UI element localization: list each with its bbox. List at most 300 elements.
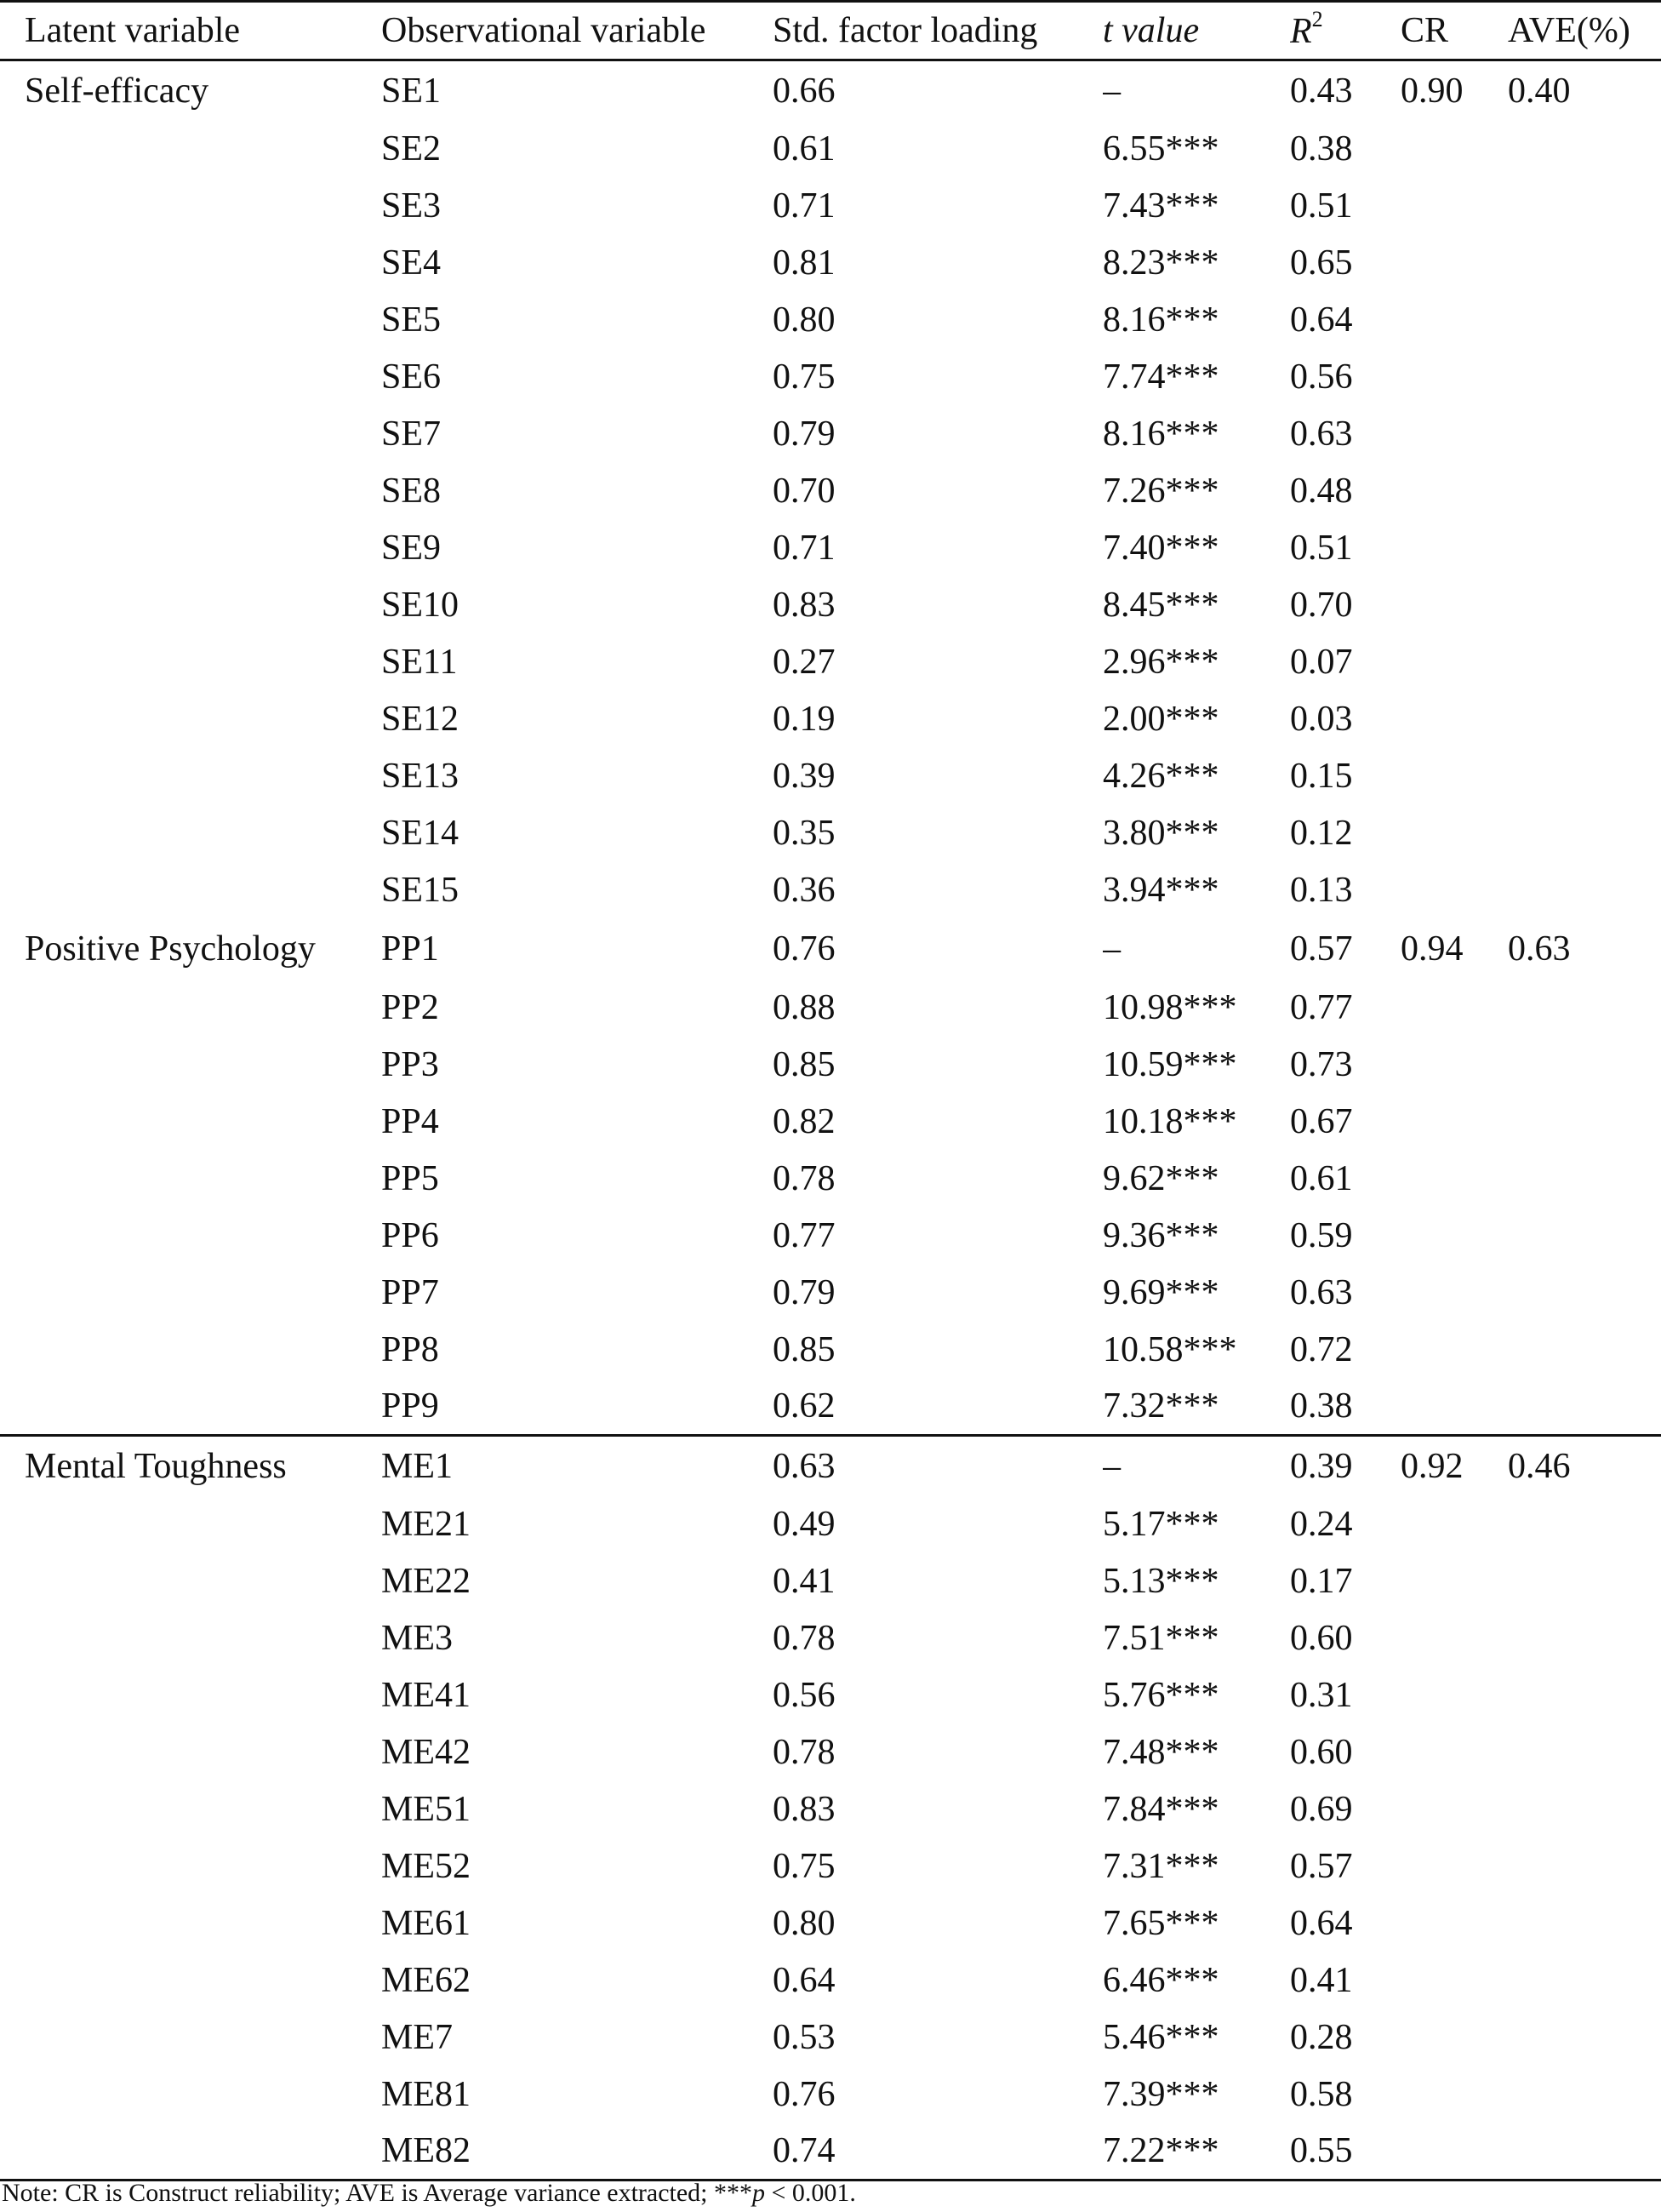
observational-variable-cell: PP2 — [381, 988, 439, 1027]
r-squared-cell: 0.55 — [1290, 2123, 1401, 2181]
factor-loading-cell: 0.62 — [773, 1386, 836, 1426]
ave-cell — [1508, 1496, 1661, 1553]
table-row — [0, 805, 1661, 862]
t-value-cell: 7.22*** — [1103, 2123, 1290, 2181]
cr-cell — [1401, 1667, 1508, 1724]
table-row — [0, 748, 1661, 805]
table-row — [0, 919, 1661, 980]
observational-variable-cell: PP5 — [381, 1159, 439, 1198]
latent-variable-cell — [0, 1667, 381, 1724]
table-row — [0, 691, 1661, 748]
r-squared-cell: 0.03 — [1290, 700, 1353, 739]
r-squared-cell: 0.72 — [1290, 1330, 1353, 1369]
t-value-cell: 10.98*** — [1103, 988, 1237, 1027]
cr-cell — [1401, 1952, 1508, 2009]
r-squared-cell: 0.60 — [1290, 1733, 1353, 1772]
latent-variable-cell — [0, 2123, 381, 2181]
factor-loading-cell: 0.70 — [773, 472, 836, 511]
latent-variable-cell — [0, 349, 381, 406]
t-value-cell: 7.31*** — [1103, 1847, 1219, 1886]
ave-cell — [1508, 748, 1661, 805]
table-row — [0, 1667, 1661, 1724]
cr-cell: 0.92 — [1401, 1436, 1508, 1496]
t-value-cell: 9.36*** — [1103, 1216, 1219, 1255]
latent-variable-cell — [0, 577, 381, 634]
header-t-value: t value — [1103, 2, 1290, 60]
t-value-cell: 10.18*** — [1103, 1102, 1237, 1141]
header-r-squared — [1290, 2, 1401, 60]
r-squared-cell: 0.69 — [1290, 1790, 1353, 1829]
latent-variable-cell — [0, 1322, 381, 1379]
ave-cell: 0.40 — [1508, 71, 1571, 111]
table-row — [0, 1094, 1661, 1151]
factor-loading-cell: 0.36 — [773, 871, 836, 910]
t-value-cell: 10.58*** — [1103, 1330, 1237, 1369]
factor-loading-cell: 0.83 — [773, 586, 836, 625]
factor-loading-cell: 0.75 — [773, 1847, 836, 1886]
factor-loading-cell: 0.66 — [773, 71, 836, 111]
t-value-cell: 8.16*** — [1103, 300, 1219, 340]
observational-variable-cell: ME7 — [381, 2018, 453, 2057]
latent-variable-cell — [0, 1151, 381, 1208]
r-squared-cell: 0.15 — [1290, 757, 1353, 796]
ave-cell — [1508, 235, 1661, 292]
cr-cell — [1401, 178, 1508, 235]
ave-cell — [1508, 1379, 1661, 1436]
cr-cell — [1401, 862, 1508, 919]
latent-variable-cell — [0, 805, 381, 862]
r-squared-cell: 0.67 — [1290, 1102, 1353, 1141]
ave-cell — [1508, 577, 1661, 634]
r-squared-cell: 0.58 — [1290, 2075, 1353, 2114]
cr-cell — [1401, 1265, 1508, 1322]
r-squared-cell: 0.13 — [1290, 871, 1353, 910]
t-value-cell: 8.23*** — [1103, 243, 1219, 283]
latent-variable-cell — [0, 1265, 381, 1322]
table-row — [0, 1553, 1661, 1610]
t-value-cell: 7.65*** — [1103, 1904, 1219, 1943]
latent-variable-cell — [0, 980, 381, 1037]
table-row — [0, 1724, 1661, 1781]
ave-cell — [1508, 292, 1661, 349]
t-value-cell: 6.46*** — [1103, 1961, 1219, 2000]
factor-loading-cell: 0.27 — [773, 643, 836, 682]
observational-variable-cell: ME3 — [381, 1619, 453, 1658]
observational-variable-cell: SE4 — [381, 243, 442, 283]
t-value-cell: 2.96*** — [1103, 643, 1219, 682]
table-row — [0, 292, 1661, 349]
table-row — [0, 1952, 1661, 2009]
latent-variable-cell: Positive Psychology — [25, 929, 316, 969]
factor-loading-cell: 0.77 — [773, 1216, 836, 1255]
factor-loading-cell: 0.78 — [773, 1159, 836, 1198]
ave-cell — [1508, 1037, 1661, 1094]
cr-cell — [1401, 1553, 1508, 1610]
r-squared-cell: 0.57 — [1290, 929, 1353, 969]
ave-cell: 0.63 — [1508, 929, 1571, 969]
table-row — [0, 1265, 1661, 1322]
cr-cell — [1401, 577, 1508, 634]
ave-cell — [1508, 121, 1661, 178]
r-squared-cell: 0.59 — [1290, 1216, 1353, 1255]
r-squared-cell: 0.07 — [1290, 643, 1353, 682]
cr-cell — [1401, 463, 1508, 520]
cr-cell — [1401, 520, 1508, 577]
latent-variable-cell — [0, 1094, 381, 1151]
ave-cell — [1508, 1838, 1661, 1895]
cr-cell — [1401, 292, 1508, 349]
observational-variable-cell: ME61 — [381, 1904, 471, 1943]
observational-variable-cell: SE8 — [381, 472, 442, 511]
t-value-cell: 4.26*** — [1103, 757, 1219, 796]
cr-cell — [1401, 2123, 1508, 2181]
ave-cell — [1508, 1265, 1661, 1322]
observational-variable-cell: ME62 — [381, 1961, 471, 2000]
r-squared-cell: 0.12 — [1290, 814, 1353, 853]
latent-variable-cell: Mental Toughness — [0, 1436, 381, 1496]
table-row — [0, 577, 1661, 634]
cr-cell — [1401, 1208, 1508, 1265]
r-squared-cell: 0.64 — [1290, 1904, 1353, 1943]
table-row — [0, 2066, 1661, 2123]
table-row — [0, 235, 1661, 292]
ave-cell — [1508, 2066, 1661, 2123]
t-value-cell: 7.32*** — [1103, 1386, 1219, 1426]
latent-variable-cell — [0, 1952, 381, 2009]
ave-cell — [1508, 805, 1661, 862]
ave-cell — [1508, 1781, 1661, 1838]
latent-variable-cell — [0, 1781, 381, 1838]
observational-variable-cell: PP6 — [381, 1216, 439, 1255]
r-squared-cell: 0.57 — [1290, 1847, 1353, 1886]
observational-variable-cell: PP4 — [381, 1102, 439, 1141]
factor-loading-cell: 0.49 — [773, 1505, 836, 1544]
factor-loading-cell: 0.79 — [773, 1273, 836, 1312]
factor-loading-cell: 0.81 — [773, 243, 836, 283]
cr-cell — [1401, 406, 1508, 463]
latent-variable-cell: Self-efficacy — [25, 71, 209, 111]
t-value-cell: 3.80*** — [1103, 814, 1219, 853]
latent-variable-cell — [0, 1724, 381, 1781]
cr-cell: 0.90 — [1401, 71, 1464, 111]
latent-variable-cell — [0, 121, 381, 178]
t-value-cell: 7.26*** — [1103, 472, 1219, 511]
t-value-cell: 2.00*** — [1103, 700, 1219, 739]
r-squared-cell: 0.65 — [1290, 243, 1353, 283]
ave-cell — [1508, 2009, 1661, 2066]
cr-cell — [1401, 1037, 1508, 1094]
observational-variable-cell: SE15 — [381, 871, 459, 910]
cr-cell — [1401, 2066, 1508, 2123]
cr-cell — [1401, 1724, 1508, 1781]
r-squared-cell: 0.48 — [1290, 472, 1353, 511]
r-squared-cell: 0.39 — [1290, 1436, 1401, 1496]
ave-cell — [1508, 862, 1661, 919]
r-squared-cell: 0.61 — [1290, 1159, 1353, 1198]
r-squared-cell: 0.73 — [1290, 1045, 1353, 1084]
r-squared-cell: 0.63 — [1290, 1273, 1353, 1312]
t-value-cell: – — [1103, 1436, 1290, 1496]
observational-variable-cell: SE2 — [381, 129, 442, 169]
r-squared-cell: 0.41 — [1290, 1961, 1353, 2000]
observational-variable-cell: SE13 — [381, 757, 459, 796]
cr-cell — [1401, 235, 1508, 292]
table-header-row — [0, 2, 1661, 60]
latent-variable-cell — [0, 1895, 381, 1952]
factor-loading-cell: 0.74 — [773, 2123, 1103, 2181]
t-value-cell: 3.94*** — [1103, 871, 1219, 910]
header-observational-variable: Observational variable — [381, 2, 773, 60]
cr-cell — [1401, 1781, 1508, 1838]
factor-loading-cell: 0.80 — [773, 300, 836, 340]
ave-cell — [1508, 980, 1661, 1037]
cr-cell — [1401, 1496, 1508, 1553]
t-value-cell: 8.16*** — [1103, 414, 1219, 454]
observational-variable-cell: SE11 — [381, 643, 458, 682]
observational-variable-cell: SE7 — [381, 414, 442, 454]
ave-cell — [1508, 1208, 1661, 1265]
factor-loading-cell: 0.78 — [773, 1733, 836, 1772]
cr-cell — [1401, 1379, 1508, 1436]
table-row — [0, 349, 1661, 406]
latent-variable-cell — [0, 1379, 381, 1436]
header-r-squared-base: R — [1290, 11, 1312, 51]
cr-cell — [1401, 805, 1508, 862]
latent-variable-cell — [0, 406, 381, 463]
ave-cell — [1508, 1724, 1661, 1781]
table-body — [0, 60, 1661, 2181]
table-row — [0, 1838, 1661, 1895]
latent-variable-cell — [0, 178, 381, 235]
observational-variable-cell: ME1 — [381, 1436, 773, 1496]
latent-variable-cell — [0, 1208, 381, 1265]
table-row — [0, 1151, 1661, 1208]
table-row — [0, 60, 1661, 121]
ave-cell — [1508, 1952, 1661, 2009]
r-squared-cell: 0.43 — [1290, 71, 1353, 111]
r-squared-cell: 0.70 — [1290, 586, 1353, 625]
latent-variable-cell — [0, 292, 381, 349]
ave-cell — [1508, 1151, 1661, 1208]
table-row — [0, 1436, 1661, 1496]
observational-variable-cell: SE12 — [381, 700, 459, 739]
r-squared-cell: 0.31 — [1290, 1676, 1353, 1715]
header-r-squared-sup: 2 — [1311, 6, 1323, 31]
cr-cell — [1401, 634, 1508, 691]
table-row — [0, 2009, 1661, 2066]
r-squared-cell: 0.64 — [1290, 300, 1353, 340]
t-value-cell: 5.46*** — [1103, 2018, 1219, 2057]
t-value-cell: 7.51*** — [1103, 1619, 1219, 1658]
table-row — [0, 406, 1661, 463]
ave-cell — [1508, 463, 1661, 520]
t-value-cell: 5.13*** — [1103, 1562, 1219, 1601]
t-value-cell: 5.17*** — [1103, 1505, 1219, 1544]
table-row — [0, 1895, 1661, 1952]
cr-cell — [1401, 121, 1508, 178]
cr-cell — [1401, 1610, 1508, 1667]
t-value-cell: 9.69*** — [1103, 1273, 1219, 1312]
t-value-cell: 10.59*** — [1103, 1045, 1237, 1084]
factor-loading-cell: 0.19 — [773, 700, 836, 739]
cr-cell — [1401, 1094, 1508, 1151]
factor-loading-cell: 0.61 — [773, 129, 836, 169]
factor-loading-cell: 0.85 — [773, 1330, 836, 1369]
factor-loading-cell: 0.75 — [773, 357, 836, 397]
table-row — [0, 1037, 1661, 1094]
t-value-cell: 7.74*** — [1103, 357, 1219, 397]
header-std-factor-loading: Std. factor loading — [773, 2, 1103, 60]
ave-cell — [1508, 1610, 1661, 1667]
ave-cell — [1508, 634, 1661, 691]
observational-variable-cell: ME81 — [381, 2075, 471, 2114]
observational-variable-cell: SE3 — [381, 186, 442, 226]
observational-variable-cell: SE10 — [381, 586, 459, 625]
latent-variable-cell — [0, 1838, 381, 1895]
observational-variable-cell: ME52 — [381, 1847, 471, 1886]
latent-variable-cell — [0, 1037, 381, 1094]
table-row — [0, 1496, 1661, 1553]
ave-cell — [1508, 406, 1661, 463]
r-squared-cell: 0.17 — [1290, 1562, 1353, 1601]
r-squared-cell: 0.28 — [1290, 2018, 1353, 2057]
t-value-cell: 6.55*** — [1103, 129, 1219, 169]
t-value-cell: 8.45*** — [1103, 586, 1219, 625]
factor-loading-cell: 0.83 — [773, 1790, 836, 1829]
factor-loading-cell: 0.53 — [773, 2018, 836, 2057]
ave-cell — [1508, 178, 1661, 235]
table-row — [0, 520, 1661, 577]
table-row — [0, 862, 1661, 919]
factor-loading-cell: 0.76 — [773, 929, 836, 969]
latent-variable-cell — [0, 862, 381, 919]
table-row — [0, 1781, 1661, 1838]
ave-cell — [1508, 1553, 1661, 1610]
cr-cell — [1401, 349, 1508, 406]
factor-loading-cell: 0.79 — [773, 414, 836, 454]
observational-variable-cell: PP1 — [381, 929, 439, 969]
factor-loading-cell: 0.85 — [773, 1045, 836, 1084]
table-row — [0, 121, 1661, 178]
cr-cell — [1401, 2009, 1508, 2066]
observational-variable-cell: SE14 — [381, 814, 459, 853]
factor-loading-cell: 0.88 — [773, 988, 836, 1027]
ave-cell — [1508, 349, 1661, 406]
cr-cell — [1401, 980, 1508, 1037]
latent-variable-cell — [0, 634, 381, 691]
factor-loading-cell: 0.64 — [773, 1961, 836, 2000]
ave-cell — [1508, 520, 1661, 577]
t-value-cell: 5.76*** — [1103, 1676, 1219, 1715]
table-row — [0, 2123, 1661, 2181]
latent-variable-cell — [0, 1610, 381, 1667]
r-squared-cell: 0.60 — [1290, 1619, 1353, 1658]
table-row — [0, 178, 1661, 235]
observational-variable-cell: PP8 — [381, 1330, 439, 1369]
table-row — [0, 634, 1661, 691]
t-value-cell: – — [1103, 929, 1121, 969]
ave-cell: 0.46 — [1508, 1436, 1661, 1496]
table-row — [0, 463, 1661, 520]
r-squared-cell: 0.24 — [1290, 1505, 1353, 1544]
factor-loading-cell: 0.63 — [773, 1436, 1103, 1496]
latent-variable-cell — [0, 748, 381, 805]
observational-variable-cell: ME41 — [381, 1676, 471, 1715]
t-value-cell: 7.39*** — [1103, 2075, 1219, 2114]
table-note — [2, 2179, 856, 2208]
observational-variable-cell: PP7 — [381, 1273, 439, 1312]
table-row — [0, 1379, 1661, 1436]
observational-variable-cell: ME51 — [381, 1790, 471, 1829]
t-value-cell: – — [1103, 71, 1121, 111]
factor-loading-cell: 0.71 — [773, 186, 836, 226]
ave-cell — [1508, 1895, 1661, 1952]
latent-variable-cell — [0, 463, 381, 520]
latent-variable-cell — [0, 1553, 381, 1610]
observational-variable-cell: SE6 — [381, 357, 442, 397]
cr-cell — [1401, 748, 1508, 805]
latent-variable-cell — [0, 520, 381, 577]
cr-cell — [1401, 1838, 1508, 1895]
factor-loading-cell: 0.82 — [773, 1102, 836, 1141]
ave-cell — [1508, 691, 1661, 748]
factor-loading-cell: 0.56 — [773, 1676, 836, 1715]
t-value-cell: 7.84*** — [1103, 1790, 1219, 1829]
cr-cell — [1401, 691, 1508, 748]
r-squared-cell: 0.51 — [1290, 186, 1353, 226]
r-squared-cell: 0.38 — [1290, 1386, 1353, 1426]
latent-variable-cell — [0, 235, 381, 292]
table-row — [0, 1322, 1661, 1379]
latent-variable-cell — [0, 691, 381, 748]
r-squared-cell: 0.56 — [1290, 357, 1353, 397]
cr-cell: 0.94 — [1401, 929, 1464, 969]
latent-variable-cell — [0, 1496, 381, 1553]
t-value-cell: 9.62*** — [1103, 1159, 1219, 1198]
observational-variable-cell: ME42 — [381, 1733, 471, 1772]
r-squared-cell: 0.63 — [1290, 414, 1353, 454]
latent-variable-cell — [0, 2066, 381, 2123]
observational-variable-cell: ME82 — [381, 2123, 773, 2181]
cr-cell — [1401, 1895, 1508, 1952]
factor-loading-cell: 0.80 — [773, 1904, 836, 1943]
ave-cell — [1508, 1094, 1661, 1151]
table-row — [0, 1610, 1661, 1667]
ave-cell — [1508, 1322, 1661, 1379]
r-squared-cell: 0.51 — [1290, 529, 1353, 568]
observational-variable-cell: ME21 — [381, 1505, 471, 1544]
t-value-cell: 7.48*** — [1103, 1733, 1219, 1772]
table-row — [0, 980, 1661, 1037]
r-squared-cell: 0.38 — [1290, 129, 1353, 169]
header-cr: CR — [1401, 2, 1508, 60]
note-tail: < 0.001. — [765, 2179, 856, 2207]
cr-cell — [1401, 1151, 1508, 1208]
factor-loading-cell: 0.39 — [773, 757, 836, 796]
observational-variable-cell: ME22 — [381, 1562, 471, 1601]
ave-cell — [1508, 1667, 1661, 1724]
t-value-cell: 7.40*** — [1103, 529, 1219, 568]
note-p-symbol: p — [752, 2179, 766, 2207]
observational-variable-cell: SE5 — [381, 300, 442, 340]
observational-variable-cell: SE9 — [381, 529, 442, 568]
ave-cell — [1508, 2123, 1661, 2181]
factor-loading-cell: 0.71 — [773, 529, 836, 568]
header-ave: AVE(%) — [1508, 2, 1661, 60]
factor-loading-cell: 0.41 — [773, 1562, 836, 1601]
observational-variable-cell: PP3 — [381, 1045, 439, 1084]
factor-loading-cell: 0.76 — [773, 2075, 836, 2114]
